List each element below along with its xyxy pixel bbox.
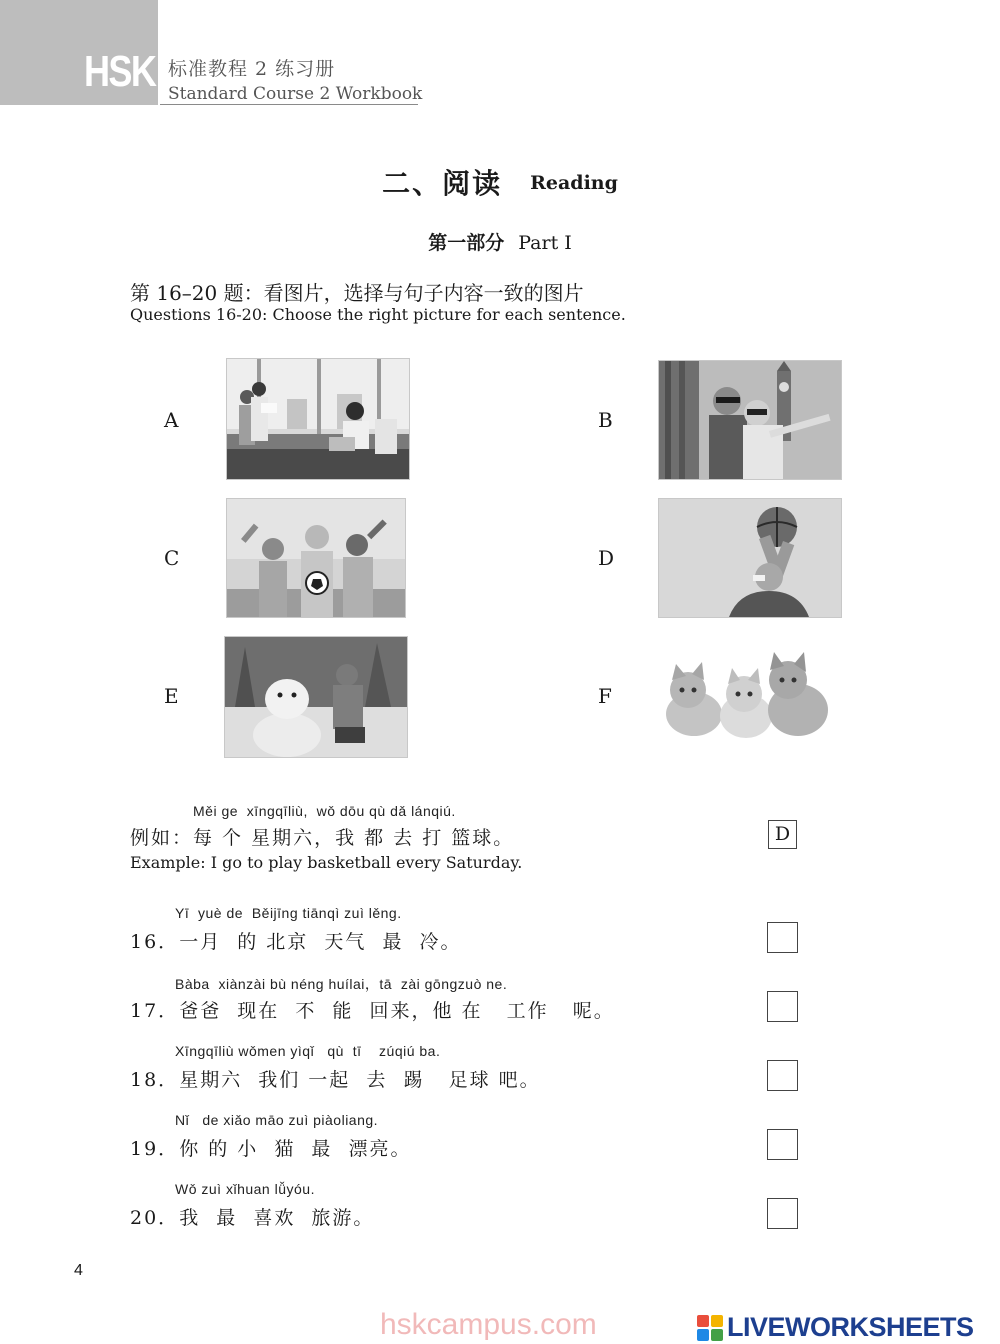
instructions-en: Questions 16-20: Choose the right picture for each sentence. — [130, 305, 626, 324]
picture-f-kittens — [658, 650, 836, 744]
q19-text: 你 的 小 猫 最 漂亮。 — [179, 1138, 412, 1160]
q20-pinyin: Wǒ zuì xǐhuan lǚyóu. — [175, 1181, 315, 1197]
section-title-cn: 二、阅读 — [382, 167, 503, 200]
q16-text: 一月 的 北京 天气 最 冷。 — [179, 931, 462, 953]
option-label-d: D — [598, 546, 615, 570]
q17-answer-box[interactable] — [767, 991, 798, 1022]
part-title — [0, 228, 1000, 255]
q16-sentence — [130, 927, 462, 954]
picture-a-office — [226, 358, 410, 480]
section-title — [0, 162, 1000, 202]
example-english: Example: I go to play basketball every Saturday. — [130, 853, 523, 872]
part-title-cn: 第一部分 — [428, 232, 505, 254]
liveworksheets-brand: LIVEWORKSHEETS — [727, 1312, 974, 1342]
q19-number: 19． — [130, 1138, 180, 1160]
example-answer-box: D — [768, 820, 797, 849]
picture-e-snowman — [224, 636, 408, 758]
example-text: 每 个 星期六，我 都 去 打 篮球。 — [193, 827, 515, 849]
q18-text: 星期六 我们 一起 去 踢 足球 吧。 — [179, 1069, 541, 1091]
q16-number: 16． — [130, 931, 180, 953]
section-title-en: Reading — [530, 172, 618, 194]
option-label-c: C — [164, 546, 180, 570]
q18-number: 18． — [130, 1069, 180, 1091]
q17-sentence — [130, 996, 615, 1023]
q19-sentence — [130, 1134, 412, 1161]
book-title-cn: 标准教程 2 练习册 — [168, 58, 336, 80]
q17-number: 17． — [130, 1000, 180, 1022]
liveworksheets-logo — [697, 1312, 974, 1343]
q17-text: 爸爸 现在 不 能 回来，他 在 工作 呢。 — [179, 1000, 615, 1022]
option-label-e: E — [164, 684, 179, 708]
option-label-b: B — [598, 408, 613, 432]
q19-answer-box[interactable] — [767, 1129, 798, 1160]
option-label-a: A — [164, 408, 179, 432]
hsk-logo: HSK — [84, 47, 156, 96]
instructions-cn: 第 16–20 题：看图片，选择与句子内容一致的图片 — [130, 281, 584, 305]
example-prefix: 例如： — [130, 827, 194, 849]
example-sentence — [130, 823, 514, 850]
picture-d-basketball — [658, 498, 842, 618]
liveworksheets-blocks-icon — [697, 1315, 723, 1341]
q20-text: 我 最 喜欢 旅游。 — [179, 1207, 375, 1229]
watermark: hskcampus.com — [380, 1308, 597, 1341]
q18-pinyin: Xīngqīliù wǒmen yìqǐ qù tī zúqiú ba. — [175, 1043, 441, 1059]
q20-sentence — [130, 1203, 374, 1230]
part-title-en: Part Ⅰ — [518, 232, 572, 254]
picture-c-soccer-boys — [226, 498, 406, 618]
option-label-f: F — [598, 684, 612, 708]
q17-pinyin: Bàba xiànzài bù néng huílai，tā zài gōngzuò ne. — [175, 976, 508, 992]
q16-answer-box[interactable] — [767, 922, 798, 953]
q20-answer-box[interactable] — [767, 1198, 798, 1229]
page-number: 4 — [74, 1262, 83, 1279]
q18-sentence — [130, 1065, 541, 1092]
q16-pinyin: Yī yuè de Běijīng tiānqì zuì lěng. — [175, 905, 402, 921]
example-pinyin: Měi ge xīngqīliù, wǒ dōu qù dǎ lánqiú. — [193, 803, 456, 819]
picture-b-tourists — [658, 360, 842, 480]
header-divider — [160, 104, 418, 105]
q18-answer-box[interactable] — [767, 1060, 798, 1091]
q19-pinyin: Nǐ de xiǎo māo zuì piàoliang. — [175, 1112, 379, 1128]
book-title-en: Standard Course 2 Workbook — [168, 84, 423, 104]
q20-number: 20． — [130, 1207, 180, 1229]
